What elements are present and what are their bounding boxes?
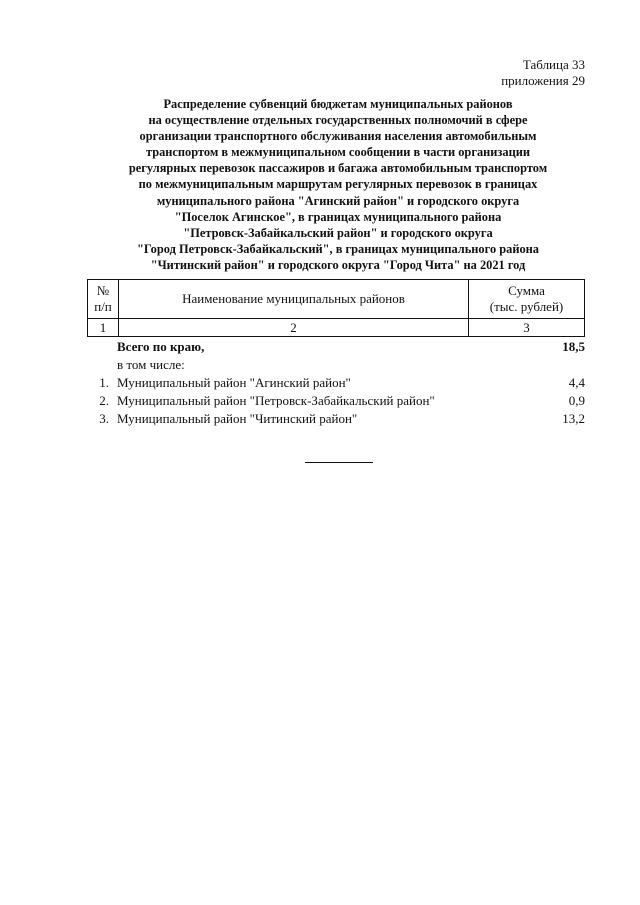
title-line: транспортом в межмуниципальном сообщении в части организации <box>145 145 531 160</box>
table-row <box>87 410 585 428</box>
total-row <box>87 338 585 356</box>
table-row <box>87 374 585 392</box>
table-number: Таблица 33 <box>522 57 585 72</box>
header-num-abbr: п/п <box>94 299 112 314</box>
row-name: Муниципальный район "Агинский район" <box>117 375 351 390</box>
table-row <box>87 392 585 410</box>
including-label: в том числе: <box>117 357 185 372</box>
row-name: Муниципальный район "Петровск-Забайкальский район" <box>117 393 435 408</box>
header-sum-unit: (тыс. рублей) <box>489 299 564 314</box>
header-sum-cell <box>469 280 585 319</box>
title-line: "Поселок Агинское", в границах муниципального района <box>174 209 502 224</box>
title-line: "Читинский район" и городского округа "Город Чита" на 2021 год <box>150 257 526 272</box>
including-row <box>87 356 585 374</box>
header-num-symbol: № <box>96 283 110 298</box>
title-line: по межмуниципальным маршрутам регулярных перевозок в границах <box>138 177 538 192</box>
title-line: организации транспортного обслуживания населения автомобильным <box>139 129 537 144</box>
total-value: 18,5 <box>562 339 585 354</box>
header-row <box>88 280 585 319</box>
row-value: 4,4 <box>568 375 585 390</box>
row-name: Муниципальный район "Читинский район" <box>117 411 358 426</box>
title-line: "Город Петровск-Забайкальский", в границах муниципального района <box>137 241 539 256</box>
column-number: 1 <box>88 319 119 337</box>
total-label: Всего по краю, <box>117 339 205 354</box>
column-number: 3 <box>469 319 585 337</box>
title-line: на осуществление отдельных государственных полномочий в сфере <box>148 113 528 128</box>
title-line: Распределение субвенций бюджетам муниципальных районов <box>163 97 513 111</box>
row-number: 3. <box>99 411 109 426</box>
row-value: 13,2 <box>562 411 585 426</box>
document-title <box>88 96 588 273</box>
table-body <box>87 338 585 428</box>
column-number-row <box>88 319 585 337</box>
row-number: 1. <box>99 375 109 390</box>
appendix-number: приложения 29 <box>501 73 585 88</box>
row-number: 2. <box>99 393 109 408</box>
end-separator-line <box>305 462 373 463</box>
column-number: 2 <box>119 319 469 337</box>
title-line: регулярных перевозок пассажиров и багажа автомобильным транспортом <box>128 161 548 176</box>
header-sum-label: Сумма <box>508 283 545 298</box>
distribution-table-header <box>87 279 585 337</box>
title-line: муниципального района "Агинский район" и городского округа <box>156 193 520 208</box>
header-name-cell: Наименование муниципальных районов <box>119 280 469 319</box>
table-reference <box>501 57 585 89</box>
row-value: 0,9 <box>568 393 585 408</box>
header-num-cell <box>88 280 119 319</box>
title-line: "Петровск-Забайкальский район" и городского округа <box>183 225 493 240</box>
